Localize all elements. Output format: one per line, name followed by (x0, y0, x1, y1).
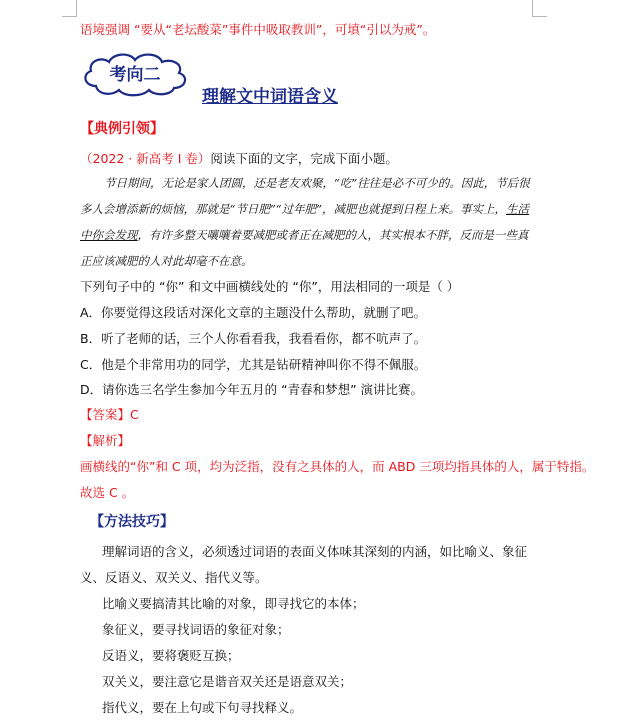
margin-corner-mark-right (532, 0, 547, 17)
answer-label: 【答案】 (80, 407, 131, 422)
technique-item-pun: 双关义，要注意它是谐音双关还是语意双关； (102, 674, 353, 689)
technique-item-metaphor: 比喻义要搞清其比喻的对象，即寻找它的本体； (102, 596, 365, 611)
technique-intro: 理解词语的含义，必须透过词语的表面义体味其深刻的内涵，如比喻义、象征义、反语义、双关义、指代义等。 (80, 544, 528, 585)
margin-corner-mark-left (62, 0, 77, 17)
option-a: A．你要觉得这段话对深化文章的主题没什么帮助，就删了吧。 (80, 305, 427, 320)
technique-item-irony: 反语义，要将褒贬互换； (102, 648, 240, 663)
analysis-text: 画横线的“你”和 C 项，均为泛指，没有之具体的人，而 ABD 三项均指具体的人，属于特指。 (80, 459, 595, 474)
source-line (80, 150, 398, 168)
source-tag: （2022 · 新高考 Ⅰ 卷） (80, 151, 211, 166)
reading-passage (80, 170, 538, 274)
technique-heading: 【方法技巧】 (90, 514, 174, 530)
section-title: 理解文中词语含义 (202, 87, 338, 107)
technique-item-symbol: 象征义，要寻找词语的象征对象； (102, 622, 290, 637)
technique-body (80, 539, 540, 721)
option-c: C．他是个非常用功的同学，尤其是钻研精神叫你不得不佩服。 (80, 357, 427, 372)
answer-line (80, 406, 139, 424)
analysis-conclusion: 故选 C 。 (80, 485, 135, 500)
analysis-label: 【解析】 (80, 433, 131, 448)
option-b: B．听了老师的话，三个人你看看我，我看看你，都不吭声了。 (80, 331, 427, 346)
option-d: D．请你选三名学生参加今年五月的 “青春和梦想” 演讲比赛。 (80, 382, 424, 397)
passage-underlined: 生活中你会发现 (80, 202, 530, 242)
answer-value: C (130, 407, 139, 422)
question-stem: 下列句子中的 “你” 和文中画横线处的 “你”，用法相同的一项是（ ） (80, 279, 460, 294)
source-instruction: 阅读下面的文字，完成下面小题。 (210, 151, 398, 166)
example-heading: 【典例引领】 (80, 121, 164, 137)
technique-item-reference: 指代义，要在上句或下句寻找释义。 (102, 700, 303, 715)
passage-text-2: ，有许多整天嚷嚷着要减肥或者正在减肥的人，其实根本不胖，反而是一些真正应该减肥的人对此却毫不在意。 (80, 228, 529, 268)
passage-text-1: 节日期间，无论是家人团圆，还是老友欢聚，“吃”往往是必不可少的。因此，节后很多人会增添新的烦恼，那就是“节日肥”“过年肥”，减肥也就提到日程上来。事实上， (80, 176, 530, 216)
badge-label: 考向二 (109, 65, 161, 85)
previous-answer-note: 语境强调 “要从“老坛酸菜”事件中吸取教训”，可填“引以为戒”。 (80, 22, 436, 37)
